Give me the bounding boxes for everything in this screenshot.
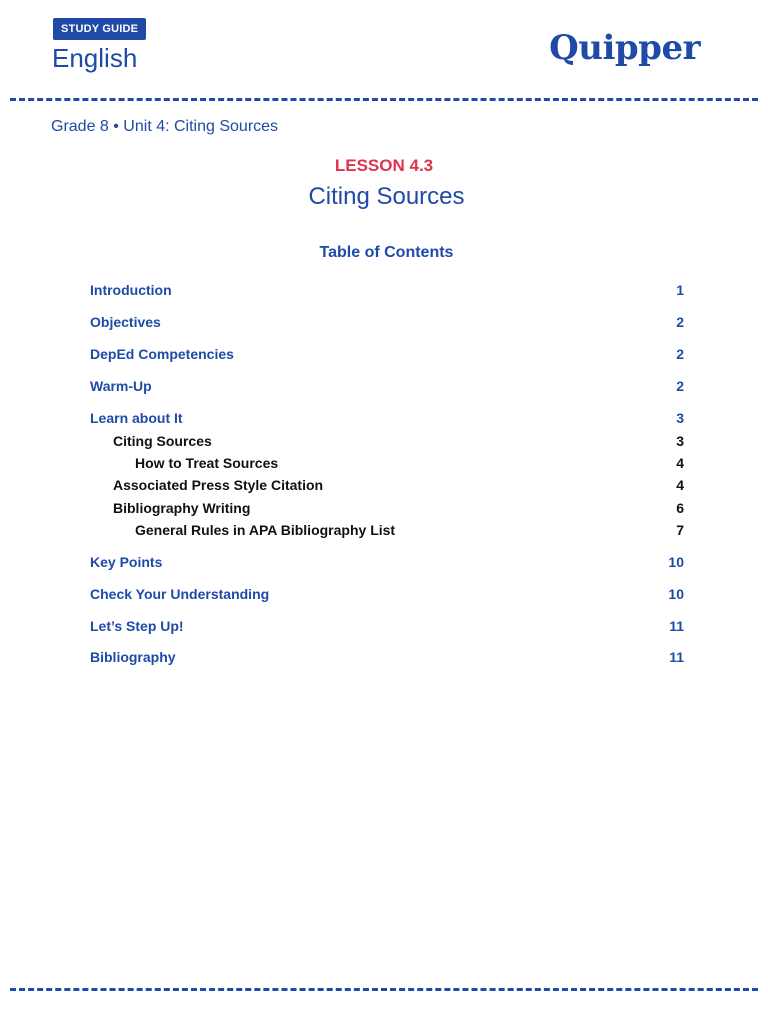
toc-item-learn-about-it[interactable] [90,408,684,428]
toc-item-citing-sources[interactable] [90,431,684,451]
toc-item-check-your-understanding[interactable] [90,584,684,604]
toc-item-label: Citing Sources [113,433,212,449]
toc-item-label: Introduction [90,282,172,298]
toc-item-deped-competencies[interactable] [90,344,684,364]
quipper-logo: Quipper [549,28,700,68]
toc-item-page: 4 [676,477,684,493]
toc-item-bibliography[interactable] [90,647,684,667]
toc-item-how-to-treat-sources[interactable] [90,453,684,473]
lesson-number: LESSON 4.3 [334,156,434,175]
top-dashed-divider [10,98,758,101]
toc-item-label: Objectives [90,314,161,330]
toc-item-page: 1 [676,282,684,298]
toc-item-label: Associated Press Style Citation [113,477,324,493]
toc-item-label: Bibliography Writing [113,500,251,516]
toc-item-page: 10 [668,586,684,602]
toc-item-bibliography-writing[interactable] [90,498,684,518]
toc-item-page: 2 [676,346,684,362]
toc-item-page: 7 [676,522,684,538]
toc-item-page: 6 [676,500,684,516]
toc-item-introduction[interactable] [90,280,684,300]
toc-item-page: 3 [676,433,684,449]
subject-title: English [52,43,138,73]
toc-item-page: 3 [676,410,684,426]
breadcrumb: Grade 8 • Unit 4: Citing Sources [51,118,279,135]
toc-item-general-rules-apa[interactable] [90,520,684,540]
toc-item-page: 10 [668,554,684,570]
toc-item-label: Warm-Up [90,378,152,394]
toc-item-page: 2 [676,314,684,330]
toc-heading: Table of Contents [319,244,454,261]
toc-item-lets-step-up[interactable] [90,616,684,636]
study-guide-badge: STUDY GUIDE [53,18,146,40]
toc-item-page: 2 [676,378,684,394]
toc-item-objectives[interactable] [90,312,684,332]
toc-item-label: Bibliography [90,649,176,665]
toc-item-label: General Rules in APA Bibliography List [135,522,396,538]
toc-item-label: Learn about It [90,410,183,426]
bottom-dashed-divider [10,988,758,991]
toc-item-page: 4 [676,455,684,471]
toc-item-associated-press-style-citation[interactable] [90,475,684,495]
toc-item-page: 11 [669,618,684,634]
lesson-title: Citing Sources [308,183,465,210]
toc-item-page: 11 [669,649,684,665]
toc-item-label: DepEd Competencies [90,346,234,362]
toc-item-label: Check Your Understanding [90,586,270,602]
toc-item-key-points[interactable] [90,552,684,572]
toc-item-label: How to Treat Sources [135,455,279,471]
toc-item-warm-up[interactable] [90,376,684,396]
toc-item-label: Key Points [90,554,163,570]
toc-item-label: Let’s Step Up! [90,618,184,634]
